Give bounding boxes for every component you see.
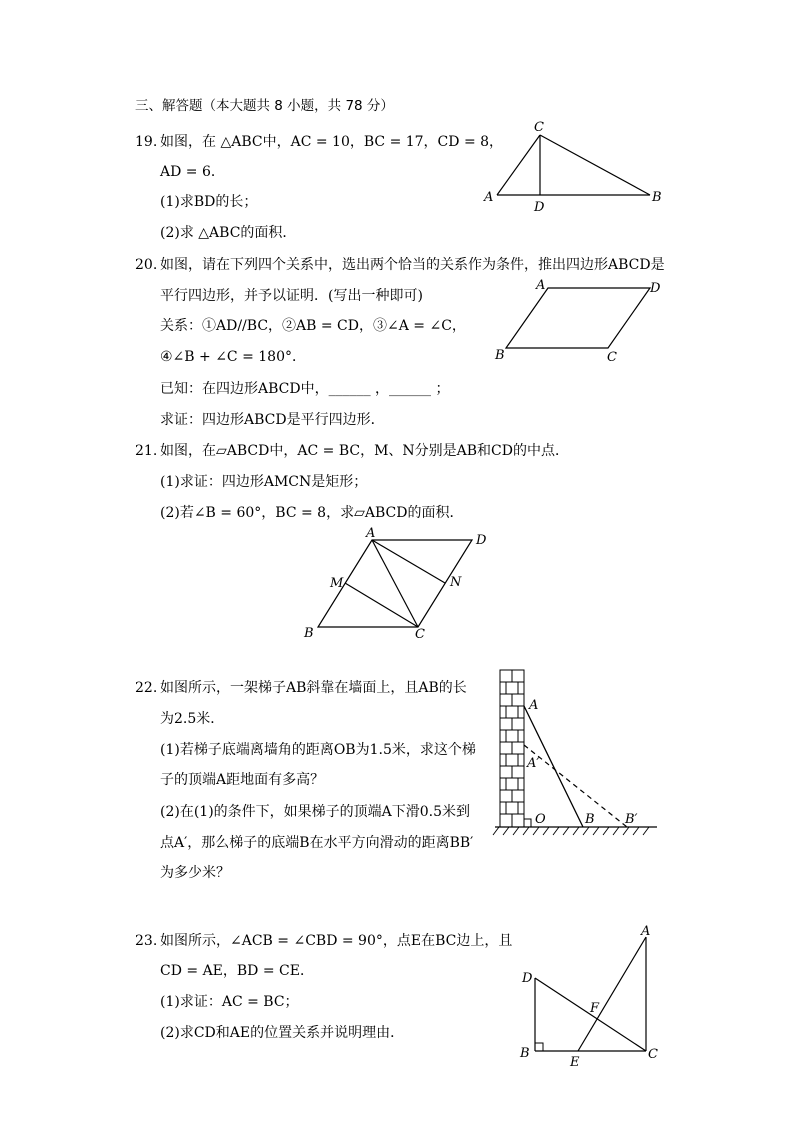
problem-text-line: (2)在(1)的条件下，如果梯子的顶端A下滑0.5米到: [160, 804, 471, 820]
problem-number: 20.: [135, 257, 158, 273]
label-c: C: [607, 350, 617, 365]
problem-text-line: (2)求 △ABC的面积．: [160, 225, 297, 241]
problem-text-line: (2)求CD和AE的位置关系并说明理由．: [160, 1025, 405, 1041]
problem-text-line: 如图所示，一架梯子AB斜靠在墙面上，且AB的长: [160, 680, 467, 696]
ladder-figure: [485, 665, 665, 845]
problem-number: 22.: [135, 680, 158, 696]
label-d: D: [650, 281, 661, 296]
label-b: B: [495, 348, 505, 363]
problem-text-line: 平行四边形，并予以证明．(写出一种即可): [160, 288, 423, 304]
problem-text-line: 如图所示，∠ACB = ∠CBD = 90°，点E在BC边上，且: [160, 933, 513, 949]
label-d: D: [534, 200, 545, 215]
label-b: B: [585, 812, 595, 827]
label-d: D: [476, 533, 487, 548]
problem-text-line: (1)求证：四边形AMCN是矩形；: [160, 474, 368, 490]
problem-text-line: 如图，请在下列四个关系中，选出两个恰当的关系作为条件，推出四边形ABCD是: [160, 257, 665, 273]
brick-wall: [500, 670, 524, 827]
problem-text-line: 关系：①AD//BC，②AB = CD，③∠A = ∠C，: [160, 318, 466, 334]
segment-cb: [540, 135, 650, 195]
problem-text-line: 如图，在▱ABCD中，AC = BC，M、N分别是AB和CD的中点．: [160, 443, 569, 459]
label-o: O: [535, 812, 546, 827]
segment-ae: [578, 937, 646, 1051]
right-angle-mark: [535, 1043, 543, 1051]
problem-number: 23.: [135, 933, 158, 949]
problem-number: 21.: [135, 443, 158, 459]
parallelogram-outline: [506, 288, 650, 348]
label-a: A: [366, 526, 376, 541]
problem-text-line: CD = AE，BD = CE．: [160, 963, 314, 979]
problem-number: 19.: [135, 134, 158, 150]
problem-text-line: 为2.5米．: [160, 711, 225, 727]
label-d: D: [522, 971, 533, 986]
label-c: C: [648, 1047, 658, 1062]
triangles-figure: [510, 920, 670, 1070]
label-c: C: [534, 120, 544, 135]
problem-text-line: ④∠B + ∠C = 180°．: [160, 349, 306, 365]
problem-text-line: AD = 6．: [160, 164, 225, 180]
label-f: F: [590, 1001, 600, 1016]
label-e: E: [570, 1055, 580, 1070]
label-b: B: [520, 1046, 530, 1061]
problem-text-line: 子的顶端A距地面有多高？: [160, 772, 325, 788]
parallelogram-amcn-figure: [300, 525, 500, 645]
problem-text-line: (1)若梯子底端离墙角的距离OB为1.5米，求这个梯: [160, 742, 476, 758]
label-b: B: [652, 190, 662, 205]
problem-text-line: 如图，在 △ABC中，AC = 10，BC = 17，CD = 8，: [160, 134, 504, 150]
label-b: B: [304, 626, 314, 641]
problem-text-line: 已知：在四边形ABCD中，______ ，______ ；: [160, 381, 450, 397]
label-a: A: [529, 698, 539, 713]
problem-text-line: 为多少米？: [160, 865, 230, 881]
label-a: A: [484, 190, 494, 205]
label-m: M: [330, 576, 344, 591]
label-a: A: [641, 924, 651, 939]
label-a: A: [536, 278, 546, 293]
triangle-abc-figure: [480, 115, 670, 215]
problem-text-line: 点A′，那么梯子的底端B在水平方向滑动的距离BB′: [160, 835, 474, 851]
segment-mc: [345, 583, 418, 627]
quadrilateral-abcd-figure: [490, 275, 670, 370]
section-title: 三、解答题（本大题共 8 小题，共 78 分）: [135, 98, 394, 114]
problem-text-line: (1)求证：AC = BC；: [160, 994, 299, 1010]
label-c: C: [415, 627, 425, 642]
problem-text-line: 求证：四边形ABCD是平行四边形．: [160, 412, 385, 428]
label-a-prime: A′: [527, 756, 540, 771]
right-angle-mark: [524, 819, 531, 827]
segment-ac: [497, 135, 540, 195]
problem-text-line: (1)求BD的长；: [160, 194, 258, 210]
label-n: N: [450, 575, 462, 590]
ground-hatching: [493, 827, 649, 835]
problem-text-line: (2)若∠B = 60°，BC = 8，求▱ABCD的面积．: [160, 505, 464, 521]
label-b-prime: B′: [625, 812, 638, 827]
